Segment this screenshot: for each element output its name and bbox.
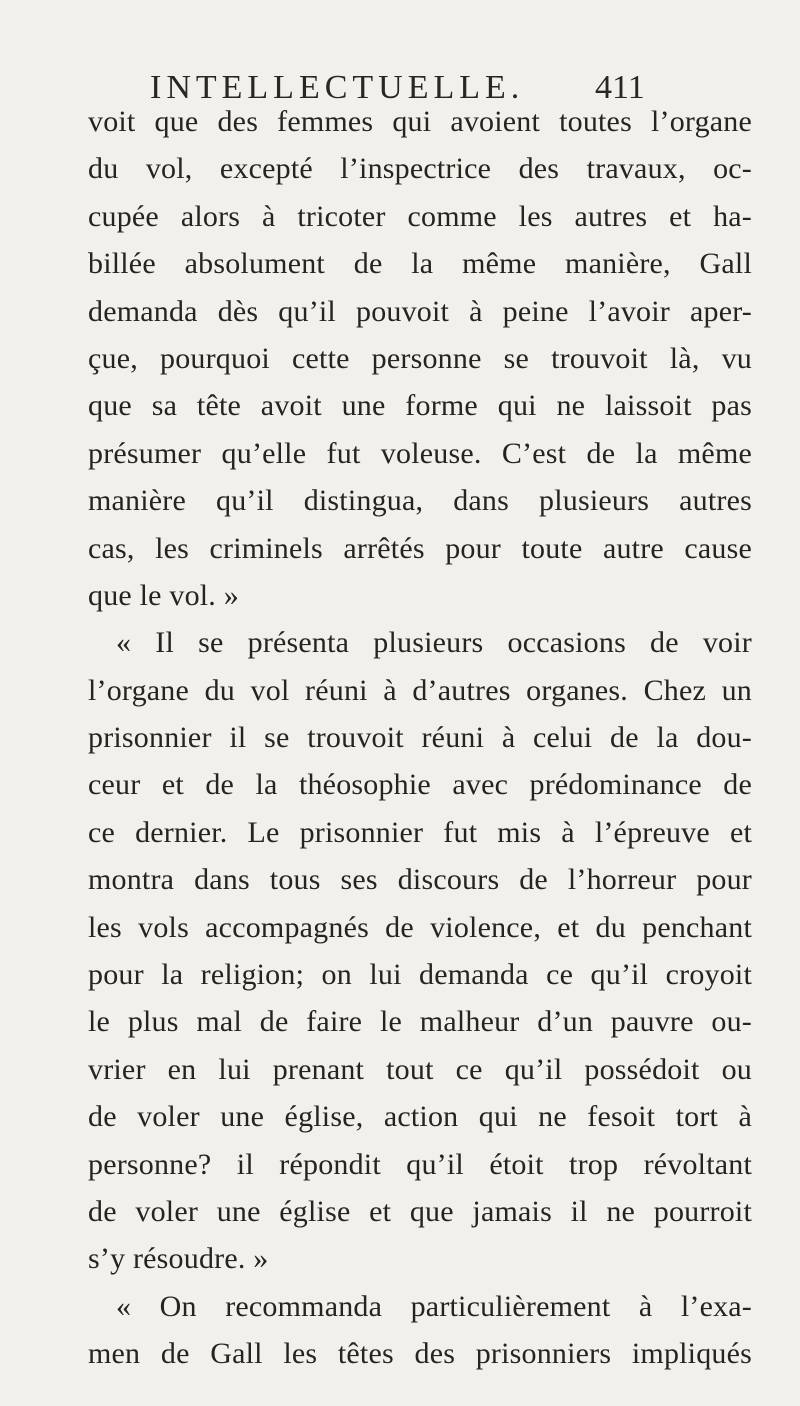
text-line: pour la religion; on lui demanda ce qu’il croyoit [88,958,752,992]
text-line: men de Gall les têtes des prisonniers impliqués [88,1337,752,1371]
text-line: « Il se présenta plusieurs occasions de voir [116,626,752,660]
text-line: s’y résoudre. » [88,1242,269,1276]
text-line: manière qu’il distingua, dans plusieurs autres [88,484,752,518]
text-line: de voler une église, action qui ne fesoit tort à [88,1100,752,1134]
text-line: de voler une église et que jamais il ne pourroit [88,1194,752,1228]
page-number: 411 [595,69,645,106]
text-line: les vols accompagnés de violence, et du penchant [88,910,752,944]
text-line: « On recommanda particulièrement à l’exa- [116,1289,752,1323]
running-title: INTELLECTUELLE. [150,69,525,106]
text-line: présumer qu’elle fut voleuse. C’est de la même [88,436,752,470]
text-line: vrier en lui prenant tout ce qu’il possédoit ou [88,1052,752,1086]
text-line: ceur et de la théosophie avec prédominance de [88,768,752,802]
text-line: voit que des femmes qui avoient toutes l’organe [88,105,752,138]
text-line: ce dernier. Le prisonnier fut mis à l’épreuve et [88,815,752,849]
text-line: personne? il répondit qu’il étoit trop révoltant [88,1147,752,1181]
text-line: que le vol. » [88,578,239,612]
text-line: billée absolument de la même manière, Gall [88,247,752,281]
text-line: du vol, excepté l’inspectrice des travaux, oc- [88,152,752,186]
text-line: demanda dès qu’il pouvoit à peine l’avoir aper- [88,294,752,328]
text-line: montra dans tous ses discours de l’horreur pour [88,863,752,897]
text-line: prisonnier il se trouvoit réuni à celui de la dou- [88,721,752,755]
text-line: cas, les criminels arrêtés pour toute autre cause [88,531,752,565]
text-line: le plus mal de faire le malheur d’un pauvre ou- [88,1005,752,1039]
text-line: çue, pourquoi cette personne se trouvoit là, vu [88,341,752,375]
text-line: cupée alors à tricoter comme les autres et ha- [88,199,752,233]
text-line: l’organe du vol réuni à d’autres organes. Chez un [88,673,752,707]
body-text [88,98,752,1378]
text-line: que sa tête avoit une forme qui ne laissoit pas [88,389,752,423]
